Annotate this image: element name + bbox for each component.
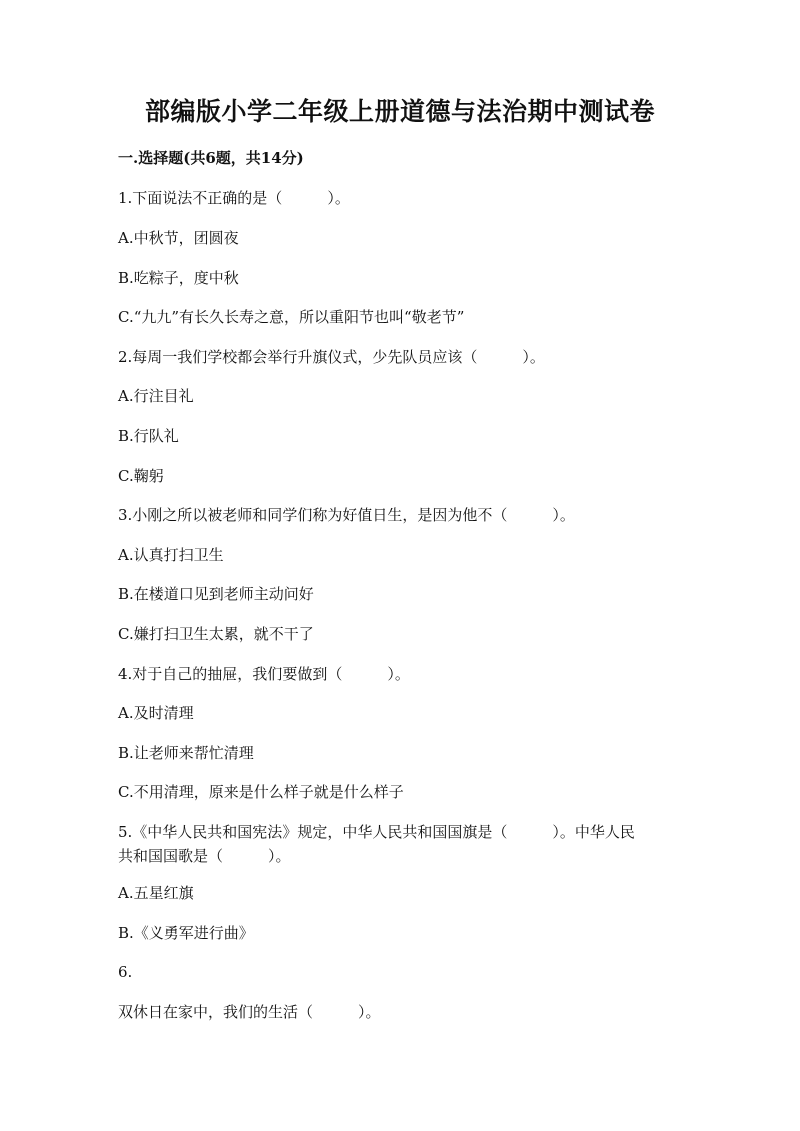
- question-4-option-b: B.让老师来帮忙清理: [118, 744, 254, 762]
- question-5-stem-line-1: 5.《中华人民共和国宪法》规定，中华人民共和国国旗是（ ）。中华人民: [118, 823, 635, 841]
- question-1-stem: 1.下面说法不正确的是（ ）。: [118, 189, 350, 207]
- question-1-option-c: C.“九九”有长久长寿之意，所以重阳节也叫“敬老节”: [118, 308, 465, 326]
- question-4-option-a: A.及时清理: [118, 704, 194, 722]
- question-5-stem-line-2: 共和国国歌是（ ）。: [118, 847, 291, 865]
- question-1-option-b: B.吃粽子，度中秋: [118, 269, 239, 287]
- question-5-option-a: A.五星红旗: [118, 884, 194, 902]
- question-3-stem: 3.小刚之所以被老师和同学们称为好值日生，是因为他不（ ）。: [118, 506, 575, 524]
- question-2-option-c: C.鞠躬: [118, 467, 164, 485]
- section-heading: 一.选择题(共6题，共14分): [118, 149, 304, 167]
- page-title: 部编版小学二年级上册道德与法治期中测试卷: [144, 97, 655, 126]
- question-3-option-c: C.嫌打扫卫生太累，就不干了: [118, 625, 314, 643]
- question-6-number: 6.: [118, 963, 133, 981]
- question-2-stem: 2.每周一我们学校都会举行升旗仪式，少先队员应该（ ）。: [118, 348, 545, 366]
- question-6-stem: 双休日在家中，我们的生活（ ）。: [118, 1003, 381, 1021]
- question-2-option-b: B.行队礼: [118, 427, 179, 445]
- question-4-stem: 4.对于自己的抽屉，我们要做到（ ）。: [118, 665, 410, 683]
- question-1-option-a: A.中秋节，团圆夜: [118, 229, 239, 247]
- question-4-option-c: C.不用清理，原来是什么样子就是什么样子: [118, 783, 404, 801]
- question-2-option-a: A.行注目礼: [118, 387, 194, 405]
- question-3-option-a: A.认真打扫卫生: [118, 546, 224, 564]
- question-3-option-b: B.在楼道口见到老师主动问好: [118, 585, 314, 603]
- question-5-option-b: B.《义勇军进行曲》: [118, 924, 254, 942]
